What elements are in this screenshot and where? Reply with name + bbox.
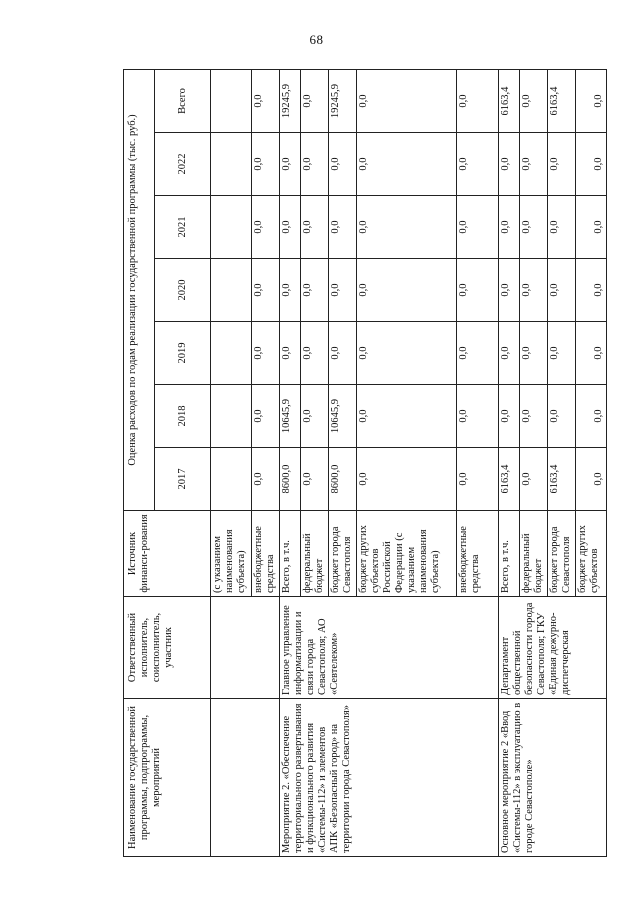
value-cell: 10645,9: [328, 385, 356, 448]
year-2018: 2018: [155, 385, 211, 448]
value-cell: 0,0: [328, 133, 356, 196]
executor-cell: [211, 597, 280, 699]
value-cell: 0,0: [575, 322, 606, 385]
value-cell: 0,0: [547, 196, 575, 259]
value-cell: 0,0: [519, 196, 547, 259]
value-cell: 0,0: [328, 322, 356, 385]
table-row: [279, 69, 300, 856]
header-name: Наименование государственной программы, подпрограммы, мероприятий: [124, 699, 211, 857]
value-cell: 0,0: [498, 385, 519, 448]
year-2019: 2019: [155, 322, 211, 385]
value-cell: 0,0: [498, 196, 519, 259]
value-cell: 0,0: [519, 133, 547, 196]
value-cell: 0,0: [356, 69, 457, 132]
value-cell: 0,0: [457, 385, 498, 448]
value-cell: 0,0: [457, 69, 498, 132]
value-cell: 6163,4: [498, 448, 519, 511]
value-cell: [211, 322, 252, 385]
value-cell: 0,0: [279, 133, 300, 196]
year-total: Всего: [155, 69, 211, 132]
budget-table: [123, 69, 607, 857]
source-cell: федеральный бюджет: [519, 511, 547, 597]
source-cell: бюджет города Севастополя: [328, 511, 356, 597]
value-cell: 0,0: [498, 133, 519, 196]
source-cell: Всего, в т.ч.: [279, 511, 300, 597]
value-cell: 0,0: [356, 133, 457, 196]
source-cell: внебюджетные средства: [457, 511, 498, 597]
value-cell: 0,0: [519, 322, 547, 385]
value-cell: 0,0: [300, 448, 328, 511]
value-cell: 0,0: [251, 322, 279, 385]
value-cell: 0,0: [547, 259, 575, 322]
value-cell: 0,0: [279, 259, 300, 322]
value-cell: 8600,0: [279, 448, 300, 511]
value-cell: 0,0: [251, 196, 279, 259]
value-cell: 19245,9: [328, 69, 356, 132]
value-cell: 0,0: [575, 259, 606, 322]
value-cell: 0,0: [328, 259, 356, 322]
source-cell: бюджет города Севастополя: [547, 511, 575, 597]
value-cell: 0,0: [300, 133, 328, 196]
header-estimate: Оценка расходов по годам реализации государственной программы (тыс. руб.): [124, 69, 155, 510]
executor-cell: Департамент общественной безопасности города Севастополя; ГКУ «Единая дежурно-диспетчерская: [498, 597, 606, 699]
name-cell: [211, 699, 280, 857]
value-cell: 0,0: [519, 259, 547, 322]
value-cell: 0,0: [575, 448, 606, 511]
value-cell: 0,0: [251, 133, 279, 196]
source-cell: внебюджетные средства: [251, 511, 279, 597]
value-cell: 0,0: [356, 259, 457, 322]
value-cell: 6163,4: [498, 69, 519, 132]
value-cell: 0,0: [457, 448, 498, 511]
value-cell: 0,0: [519, 385, 547, 448]
value-cell: 6163,4: [547, 69, 575, 132]
value-cell: [211, 69, 252, 132]
value-cell: 0,0: [328, 196, 356, 259]
source-cell: (с указанием наименования субъекта): [211, 511, 252, 597]
year-2017: 2017: [155, 448, 211, 511]
value-cell: [211, 448, 252, 511]
value-cell: [211, 133, 252, 196]
name-cell: Основное мероприятие 2 «Ввод «Системы-112» в эксплуатацию в городе Севастополе»: [498, 699, 606, 857]
value-cell: 6163,4: [547, 448, 575, 511]
value-cell: 0,0: [356, 196, 457, 259]
value-cell: 0,0: [251, 259, 279, 322]
year-2021: 2021: [155, 196, 211, 259]
header-source: Источник финанси-рования: [124, 511, 211, 597]
value-cell: 0,0: [547, 385, 575, 448]
value-cell: 0,0: [279, 196, 300, 259]
value-cell: 0,0: [356, 385, 457, 448]
value-cell: [211, 196, 252, 259]
value-cell: 0,0: [457, 259, 498, 322]
value-cell: 0,0: [356, 448, 457, 511]
source-cell: Всего, в т.ч.: [498, 511, 519, 597]
value-cell: 0,0: [575, 133, 606, 196]
value-cell: 0,0: [547, 133, 575, 196]
value-cell: 0,0: [300, 259, 328, 322]
value-cell: 0,0: [575, 385, 606, 448]
page-number: 68: [309, 32, 324, 47]
table-row: [498, 69, 519, 856]
value-cell: [211, 385, 252, 448]
value-cell: 10645,9: [279, 385, 300, 448]
value-cell: 0,0: [300, 69, 328, 132]
value-cell: 0,0: [300, 322, 328, 385]
table-row: [211, 69, 252, 856]
source-cell: бюджет других субъектов Российской Федерации (с указанием наименования субъекта): [356, 511, 457, 597]
rotated-table-container: [123, 70, 607, 857]
header-executor: Ответственный исполнитель, соисполнитель, участник: [124, 597, 211, 699]
value-cell: 0,0: [519, 69, 547, 132]
value-cell: 0,0: [279, 322, 300, 385]
value-cell: 0,0: [575, 196, 606, 259]
value-cell: 0,0: [251, 69, 279, 132]
value-cell: 0,0: [457, 196, 498, 259]
value-cell: 0,0: [300, 385, 328, 448]
value-cell: 19245,9: [279, 69, 300, 132]
header-row-1: [124, 69, 155, 856]
year-2020: 2020: [155, 259, 211, 322]
value-cell: 0,0: [356, 322, 457, 385]
value-cell: 0,0: [251, 385, 279, 448]
value-cell: [211, 259, 252, 322]
executor-cell: Главное управление информатизации и связи города Севастополя; АО «Севтелеком»: [279, 597, 498, 699]
value-cell: 0,0: [547, 322, 575, 385]
value-cell: 0,0: [498, 259, 519, 322]
value-cell: 0,0: [300, 196, 328, 259]
name-cell: Мероприятие 2. «Обеспечение территориального развертывания и функционального развития «Системы-112» и элементов АПК «Безопасный город» на территории города Севастополя»: [279, 699, 498, 857]
value-cell: 0,0: [457, 322, 498, 385]
source-cell: федеральный бюджет: [300, 511, 328, 597]
value-cell: 0,0: [575, 69, 606, 132]
value-cell: 8600,0: [328, 448, 356, 511]
year-2022: 2022: [155, 133, 211, 196]
value-cell: 0,0: [457, 133, 498, 196]
value-cell: 0,0: [498, 322, 519, 385]
value-cell: 0,0: [519, 448, 547, 511]
source-cell: бюджет других субъектов: [575, 511, 606, 597]
value-cell: 0,0: [251, 448, 279, 511]
